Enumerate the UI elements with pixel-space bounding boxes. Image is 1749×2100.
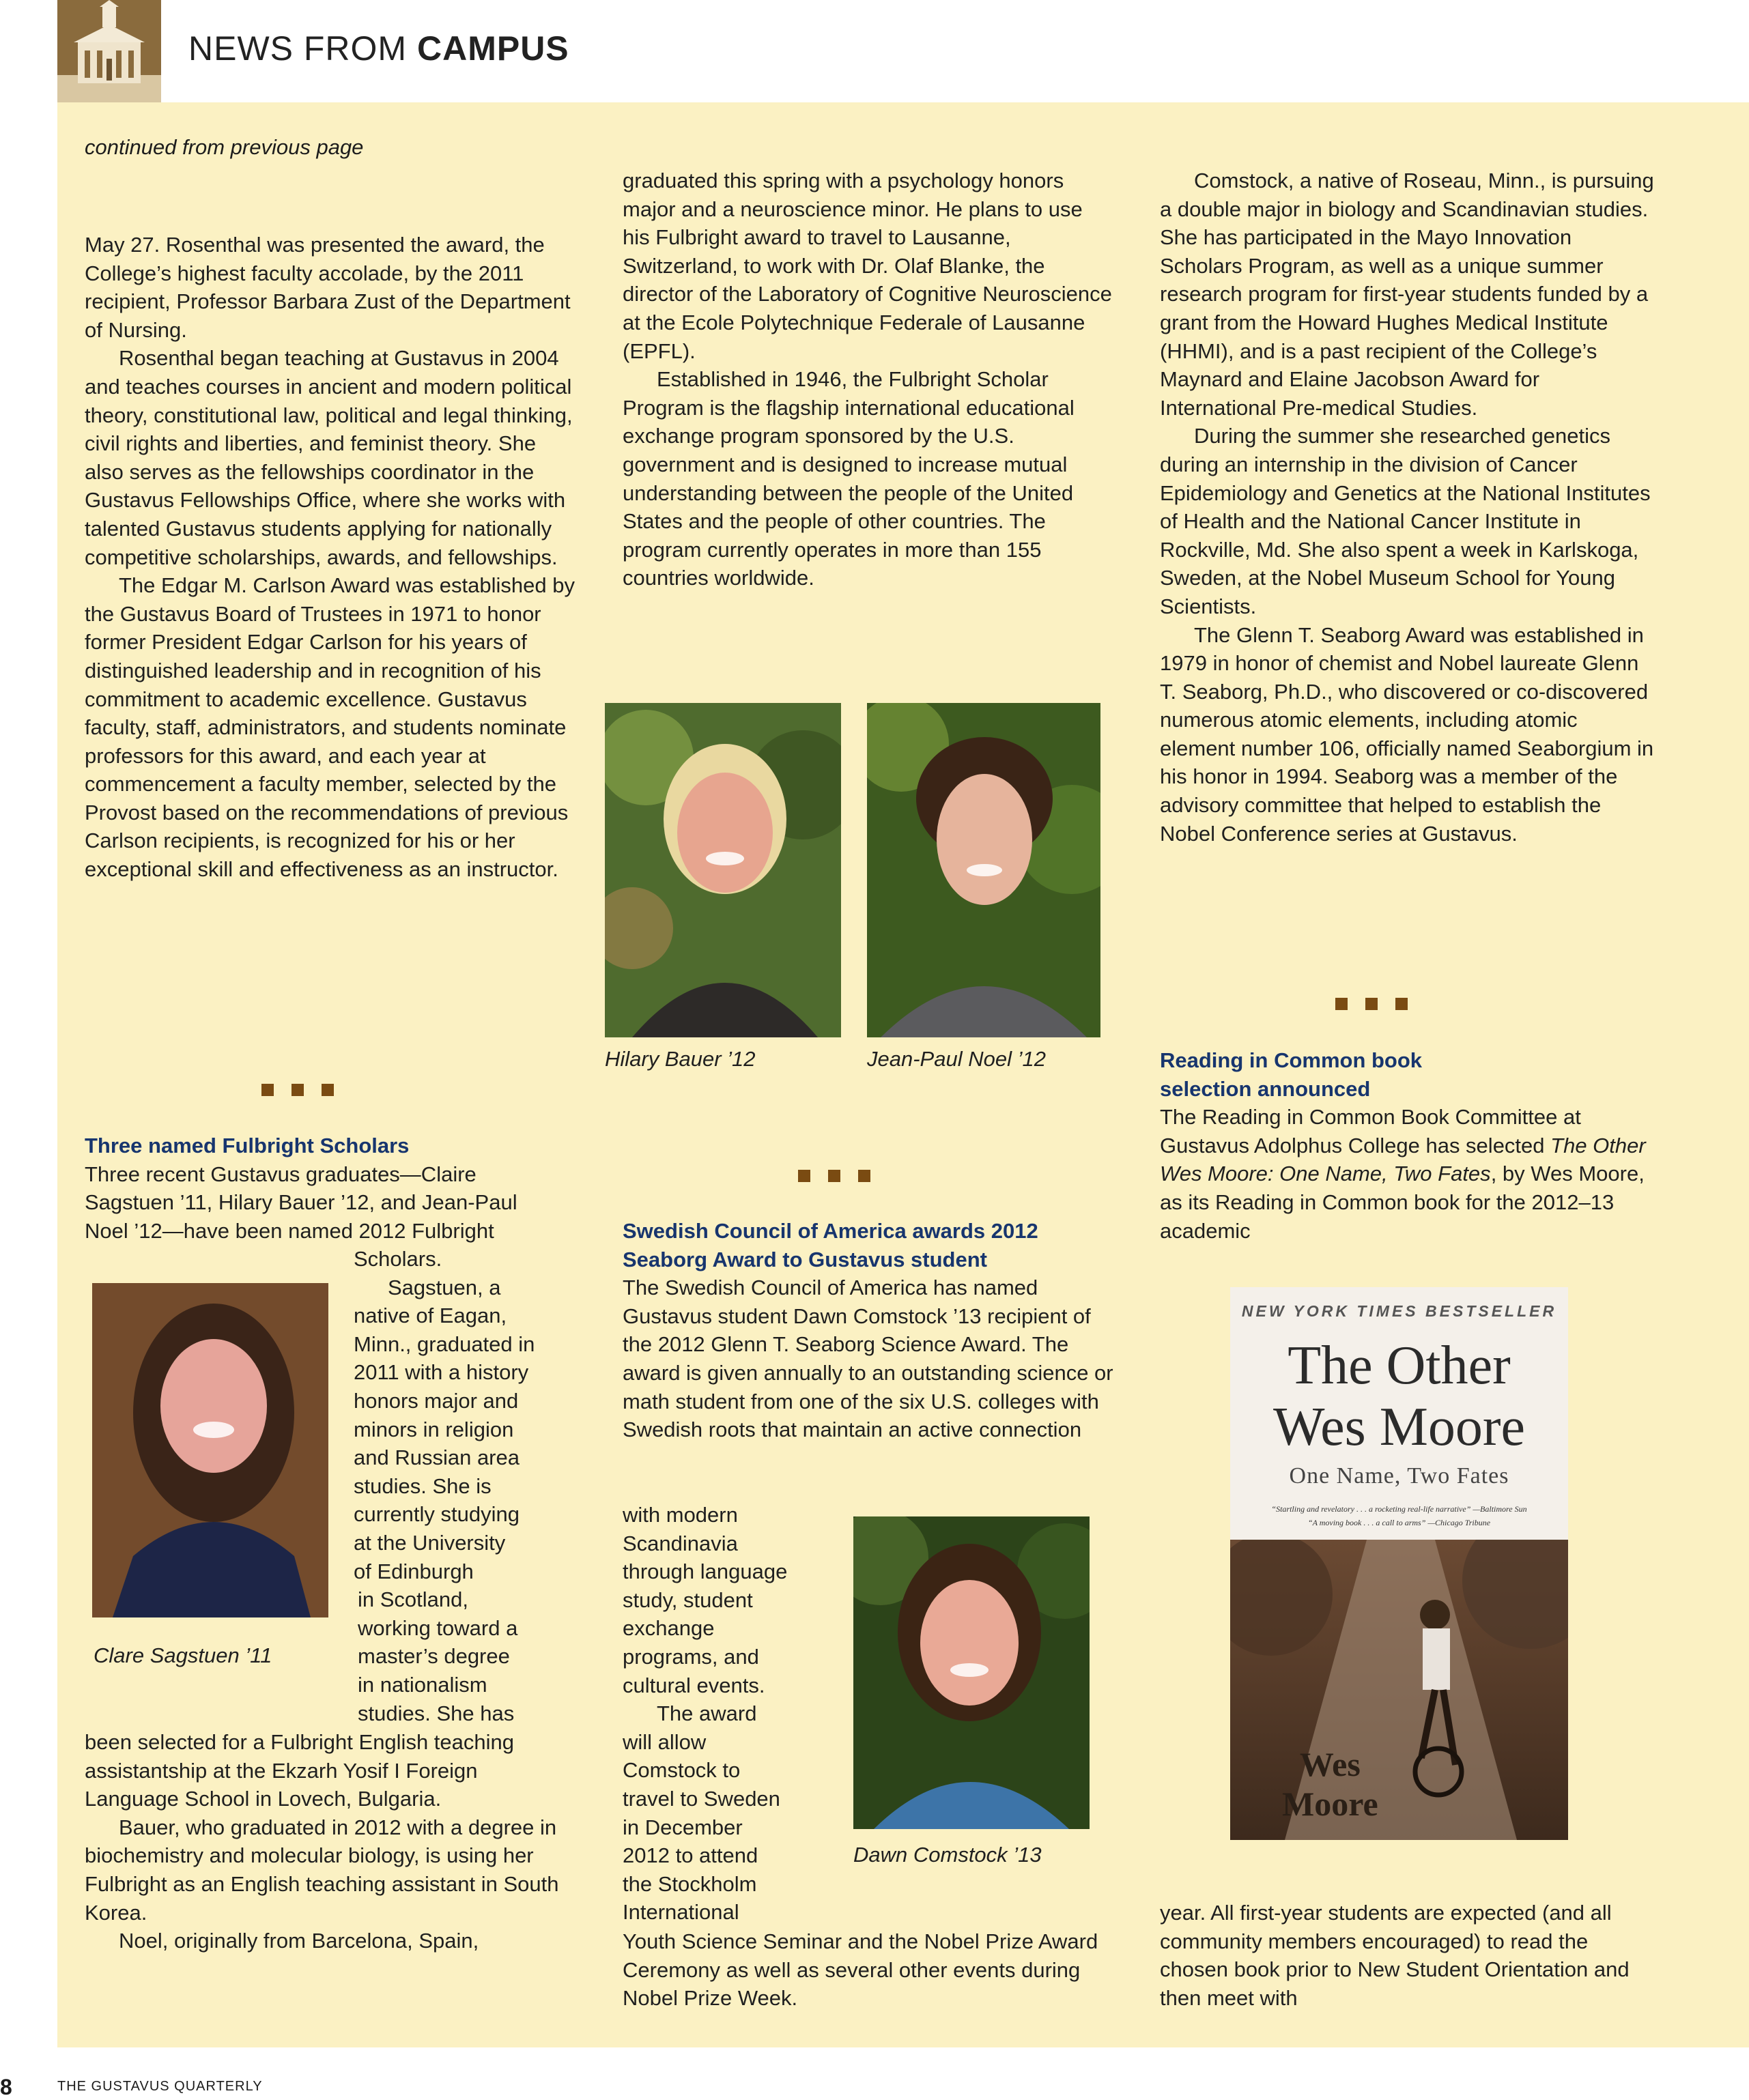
text-line: cultural events. (623, 1673, 765, 1697)
text-line: currently studying (354, 1502, 520, 1527)
swedish-article-cont (623, 1927, 1114, 2013)
text-line: Scholars. (354, 1247, 442, 1271)
headline-fulbright: Three named Fulbright Scholars (85, 1134, 410, 1157)
text-line: The award (657, 1701, 757, 1726)
fulbright-wrap-text (354, 1245, 579, 1727)
fulbright-article-cont (85, 1728, 576, 1955)
text-line: study, student (623, 1587, 753, 1612)
book-title: The Other Wes Moore (1272, 1336, 1526, 1457)
book-author: Wes Moore (1282, 1745, 1378, 1823)
section-divider (261, 1084, 334, 1096)
paragraph: year. All first-year students are expected (and all community members encouraged) to read the chosen book prior to New Student Orientation and then meet with (1160, 1901, 1630, 2010)
paragraph: May 27. Rosenthal was presented the award, the College’s highest faculty accolade, by the 2011 recipient, Professor Barbara Zust of the Department of Nursing. (85, 233, 571, 342)
text-line: working toward a (358, 1615, 518, 1640)
caption-clare: Clare Sagstuen ’11 (94, 1643, 272, 1667)
headline-swedish-council: Swedish Council of America awards 2012 Seaborg Award to Gustavus student (623, 1219, 1038, 1271)
paragraph: The Edgar M. Carlson Award was established by the Gustavus Board of Trustees in 1971 to honor former President Edgar Carlson for his years of distinguished leadership and in recognition of his commitment to academic excellence. Gustavus faculty, staff, administrators, and students nominate professors for this award, and each year at commencement a faculty member, selected by the Provost based on the recommendations of previous Carlson recipients, is recognized for his or her exceptional skill and effectiveness as an instructor. (85, 573, 575, 882)
paragraph: Noel, originally from Barcelona, Spain, (119, 1929, 479, 1953)
column-3-top (1160, 167, 1658, 848)
text-line: International (623, 1900, 739, 1925)
text-line: travel to Sweden (623, 1786, 780, 1811)
section-divider (1335, 998, 1408, 1010)
text-line: in nationalism (358, 1672, 487, 1697)
text-line: native of Eagan, (354, 1304, 507, 1328)
paragraph: Youth Science Seminar and the Nobel Prize Award Ceremony as well as several other events during Nobel Prize Week. (623, 1929, 1098, 2011)
text-line: Scandinavia (623, 1531, 738, 1555)
reading-in-common-article (1160, 1046, 1658, 1245)
text-line: master’s degree (358, 1644, 510, 1669)
text-line: honors major and (354, 1388, 519, 1413)
paragraph: The Glenn T. Seaborg Award was established in 1979 in honor of chemist and Nobel laureate Glenn T. Seaborg, Ph.D., who discovered or co-discovered numerous atomic elements, including atomic element number 106, officially named Seaborgium in his honor in 1994. Seaborg was a member of the advisory committee that helped to establish the Nobel Conference series at Gustavus. (1160, 622, 1654, 846)
caption-hilary: Hilary Bauer ’12 (605, 1047, 756, 1071)
headline-reading-in-common: Reading in Common book selection announced (1160, 1048, 1423, 1101)
paragraph: During the summer she researched genetics during an internship in the division of Cancer Epidemiology and Genetics at the National Institutes of Health and the National Cancer Institute in Rockville, Md. She also spent a week in Karlskoga, Sweden, at the Nobel Museum School for Young Scientists. (1160, 424, 1651, 618)
text-line: Sagstuen ’11, Hilary Bauer ’12, and Jean-Paul (85, 1190, 517, 1215)
photo-dawn-comstock (853, 1516, 1090, 1829)
paragraph: Comstock, a native of Roseau, Minn., is pursuing a double major in biology and Scandinavian studies. She has participated in the Mayo Innovation Scholars Program, as well as a unique summer research program for first-year students funded by a grant from the Howard Hughes Medical Institute (HHMI), and is a past recipient of the College’s Maynard and Elaine Jacobson Award for International Pre-medical Studies. (1160, 169, 1654, 420)
paragraph: been selected for a Fulbright English teaching assistantship at the Ekzarh Yosif I Foreign Language School in Lovech, Bulgaria. (85, 1730, 515, 1811)
book-cover (1230, 1287, 1568, 1840)
photo-jean-paul-noel (867, 703, 1100, 1037)
campus-building-logo (57, 0, 161, 102)
text-line: programs, and (623, 1644, 759, 1669)
text-line: studies. She has (358, 1701, 515, 1725)
text-line: 2011 with a history (354, 1360, 529, 1385)
text-line: Sagstuen, a (388, 1275, 501, 1299)
text-line: of Edinburgh (354, 1559, 474, 1583)
publication-name: THE GUSTAVUS QUARTERLY (57, 2079, 263, 2094)
text-line: and Russian area (354, 1445, 520, 1470)
text-line: will allow (623, 1729, 707, 1754)
swedish-council-article (623, 1217, 1114, 1444)
paragraph: Bauer, who graduated in 2012 with a degree in biochemistry and molecular biology, is using her Fulbright as an English teaching assistant in South Korea. (85, 1815, 559, 1925)
paragraph: Established in 1946, the Fulbright Scholar Program is the flagship international educational exchange program sponsored by the U.S. government and is designed to increase mutual understanding between the people of the United States and the people of other countries. The program currently operates in more than 155 countries worldwide. (623, 367, 1075, 590)
paragraph: Rosenthal began teaching at Gustavus in 2004 and teaches courses in ancient and modern political theory, constitutional law, political and legal thinking, civil rights and liberties, and feminist theory. She also serves as the fellowships coordinator in the Gustavus Fellowships Office, where she works with talented Gustavus students applying for nationally competitive scholarships, awards, and fellowships. (85, 346, 573, 569)
text-line: Minn., graduated in (354, 1332, 535, 1356)
book-subtitle: One Name, Two Fates (1289, 1463, 1509, 1488)
caption-dawn: Dawn Comstock ’13 (853, 1843, 1042, 1867)
caption-jean-paul: Jean-Paul Noel ’12 (867, 1047, 1046, 1071)
paragraph: The Reading in Common Book Committee at Gustavus Adolphus College has selected The Other Wes Moore: One Name, Two Fates, by Wes Moore, as its Reading in Common book for the 2012–13 academic (1160, 1105, 1646, 1243)
section-title: NEWS FROM CAMPUS (188, 29, 569, 68)
text-line: with modern (623, 1503, 738, 1527)
text-line: 2012 to attend (623, 1843, 758, 1868)
text-line: studies. She is (354, 1473, 492, 1498)
section-divider (798, 1170, 870, 1182)
paragraph: The Swedish Council of America has named Gustavus student Dawn Comstock ’13 recipient of the 2012 Glenn T. Seaborg Science Award. The award is given annually to an outstanding science or math student from one of the six U.S. colleges with Swedish roots that maintain an active connection (623, 1276, 1113, 1442)
book-badge: NEW YORK TIMES BESTSELLER (1241, 1302, 1557, 1320)
text-line: minors in religion (354, 1417, 514, 1441)
text-line: in December (623, 1815, 743, 1839)
text-line: Noel ’12—have been named 2012 Fulbright (85, 1218, 494, 1243)
text-line: Three recent Gustavus graduates—Claire (85, 1162, 477, 1186)
book-quote: “A moving book . . . a call to arms” —Chicago Tribune (1307, 1518, 1491, 1527)
photo-hilary-bauer (605, 703, 841, 1037)
paragraph: graduated this spring with a psychology honors major and a neuroscience minor. He plans to use his Fulbright award to travel to Lausanne, Switzerland, to work with Dr. Olaf Blanke, the director of the Laboratory of Cognitive Neuroscience at the Ecole Polytechnique Federale of Lausanne (EPFL). (623, 169, 1112, 363)
text-line: in Scotland, (358, 1587, 468, 1612)
fulbright-article (85, 1132, 576, 1245)
swedish-wrap-text (623, 1501, 827, 1927)
book-cover-photo (1230, 1540, 1568, 1840)
text-line: through language (623, 1559, 788, 1584)
reading-in-common-cont (1160, 1899, 1658, 2012)
page-number: 8 (0, 2075, 12, 2099)
photo-clare-sagstuen (92, 1283, 328, 1617)
column-1-top (85, 231, 576, 884)
text-line: at the University (354, 1530, 506, 1555)
continued-note: continued from previous page (85, 135, 364, 159)
text-line: exchange (623, 1616, 715, 1641)
column-2-top (623, 167, 1114, 592)
text-line: the Stockholm (623, 1871, 757, 1896)
text-line: Comstock to (623, 1758, 741, 1783)
book-quote: “Startling and revelatory . . . a rocketing real-life narrative” —Baltimore Sun (1271, 1504, 1527, 1514)
book-title-reference: The Other Wes Moore: One Name, Two Fates (1160, 1133, 1646, 1186)
